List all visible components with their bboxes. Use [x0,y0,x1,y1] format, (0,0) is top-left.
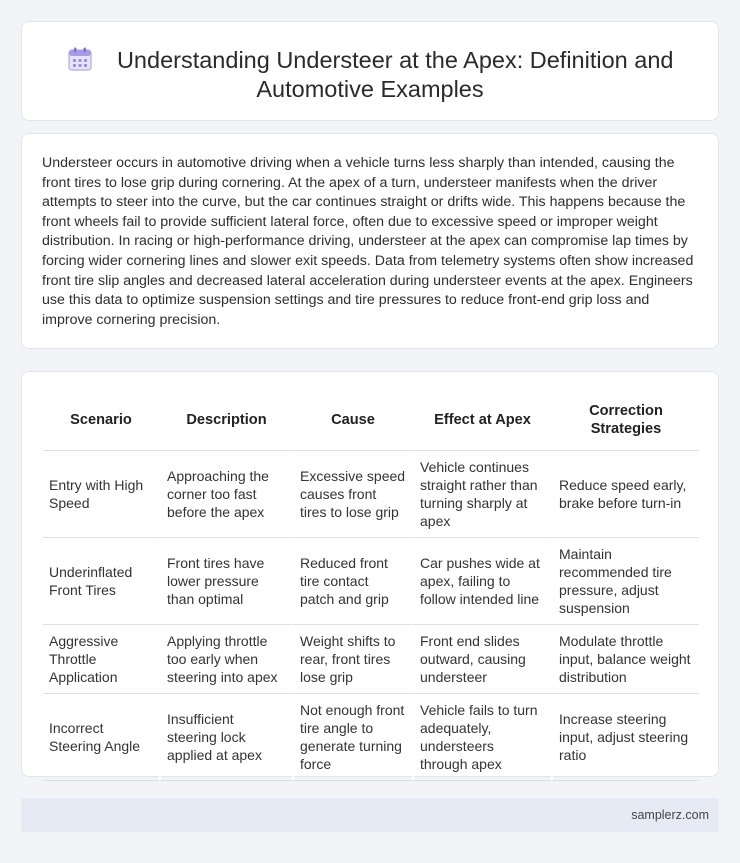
table-cell: Entry with High Speed [43,451,159,538]
table-cell: Weight shifts to rear, front tires lose grip [292,625,412,694]
intro-card [21,133,719,349]
calendar-icon [67,46,93,72]
title-wrap [62,46,678,104]
table-cell: Aggressive Throttle Application [43,625,159,694]
table-cell: Vehicle continues straight rather than turning sharply at apex [412,451,551,538]
column-header-correction: Correction Strategies [551,389,699,451]
table-row [43,694,699,781]
understeer-table [43,389,699,781]
table-cell: Front tires have lower pressure than optimal [159,538,292,625]
table-cell: Maintain recommended tire pressure, adjust suspension [551,538,699,625]
table-cell: Car pushes wide at apex, failing to follow intended line [412,538,551,625]
table-cell: Underinflated Front Tires [43,538,159,625]
intro-paragraph: Understeer occurs in automotive driving when a vehicle turns less sharply than intended, causing the front tires to lose grip during cornering. At the apex of a turn, understeer manifests when the driver attempts to steer into the curve, but the car continues straight or drifts wide. This happens because the front wheels fail to provide sufficient lateral force, often due to excessive speed or improper weight distribution. In racing or high-performance driving, understeer at the apex can compromise lap times by forcing wider cornering lines and slower exit speeds. Data from telemetry systems often show increased front tire slip angles and decreased lateral acceleration during understeer events at the apex. Engineers use this data to optimize suspension settings and tire pressures to reduce front-end grip loss and improve cornering precision. [42,155,694,328]
table-row [43,625,699,694]
table-header-row [43,389,699,451]
column-header-description: Description [159,389,292,451]
table-cell: Insufficient steering lock applied at apex [159,694,292,781]
page-title: Understanding Understeer at the Apex: Definition and Automotive Examples [116,47,674,102]
table-cell: Excessive speed causes front tires to lose grip [292,451,412,538]
column-header-cause: Cause [292,389,412,451]
table-row [43,451,699,538]
title-card [21,21,719,121]
table-row [43,538,699,625]
table-cell: Not enough front tire angle to generate turning force [292,694,412,781]
table-cell: Reduced front tire contact patch and grip [292,538,412,625]
column-header-effect: Effect at Apex [412,389,551,451]
table-cell: Approaching the corner too fast before the apex [159,451,292,538]
table-cell: Front end slides outward, causing understeer [412,625,551,694]
table-cell: Incorrect Steering Angle [43,694,159,781]
table-cell: Reduce speed early, brake before turn-in [551,451,699,538]
table-cell: Applying throttle too early when steering into apex [159,625,292,694]
table-cell: Increase steering input, adjust steering ratio [551,694,699,781]
footer [21,798,719,832]
table-cell: Modulate throttle input, balance weight distribution [551,625,699,694]
table-cell: Vehicle fails to turn adequately, understeers through apex [412,694,551,781]
column-header-scenario: Scenario [43,389,159,451]
table-card [21,371,719,777]
footer-site-link[interactable]: samplerz.com [631,808,709,822]
